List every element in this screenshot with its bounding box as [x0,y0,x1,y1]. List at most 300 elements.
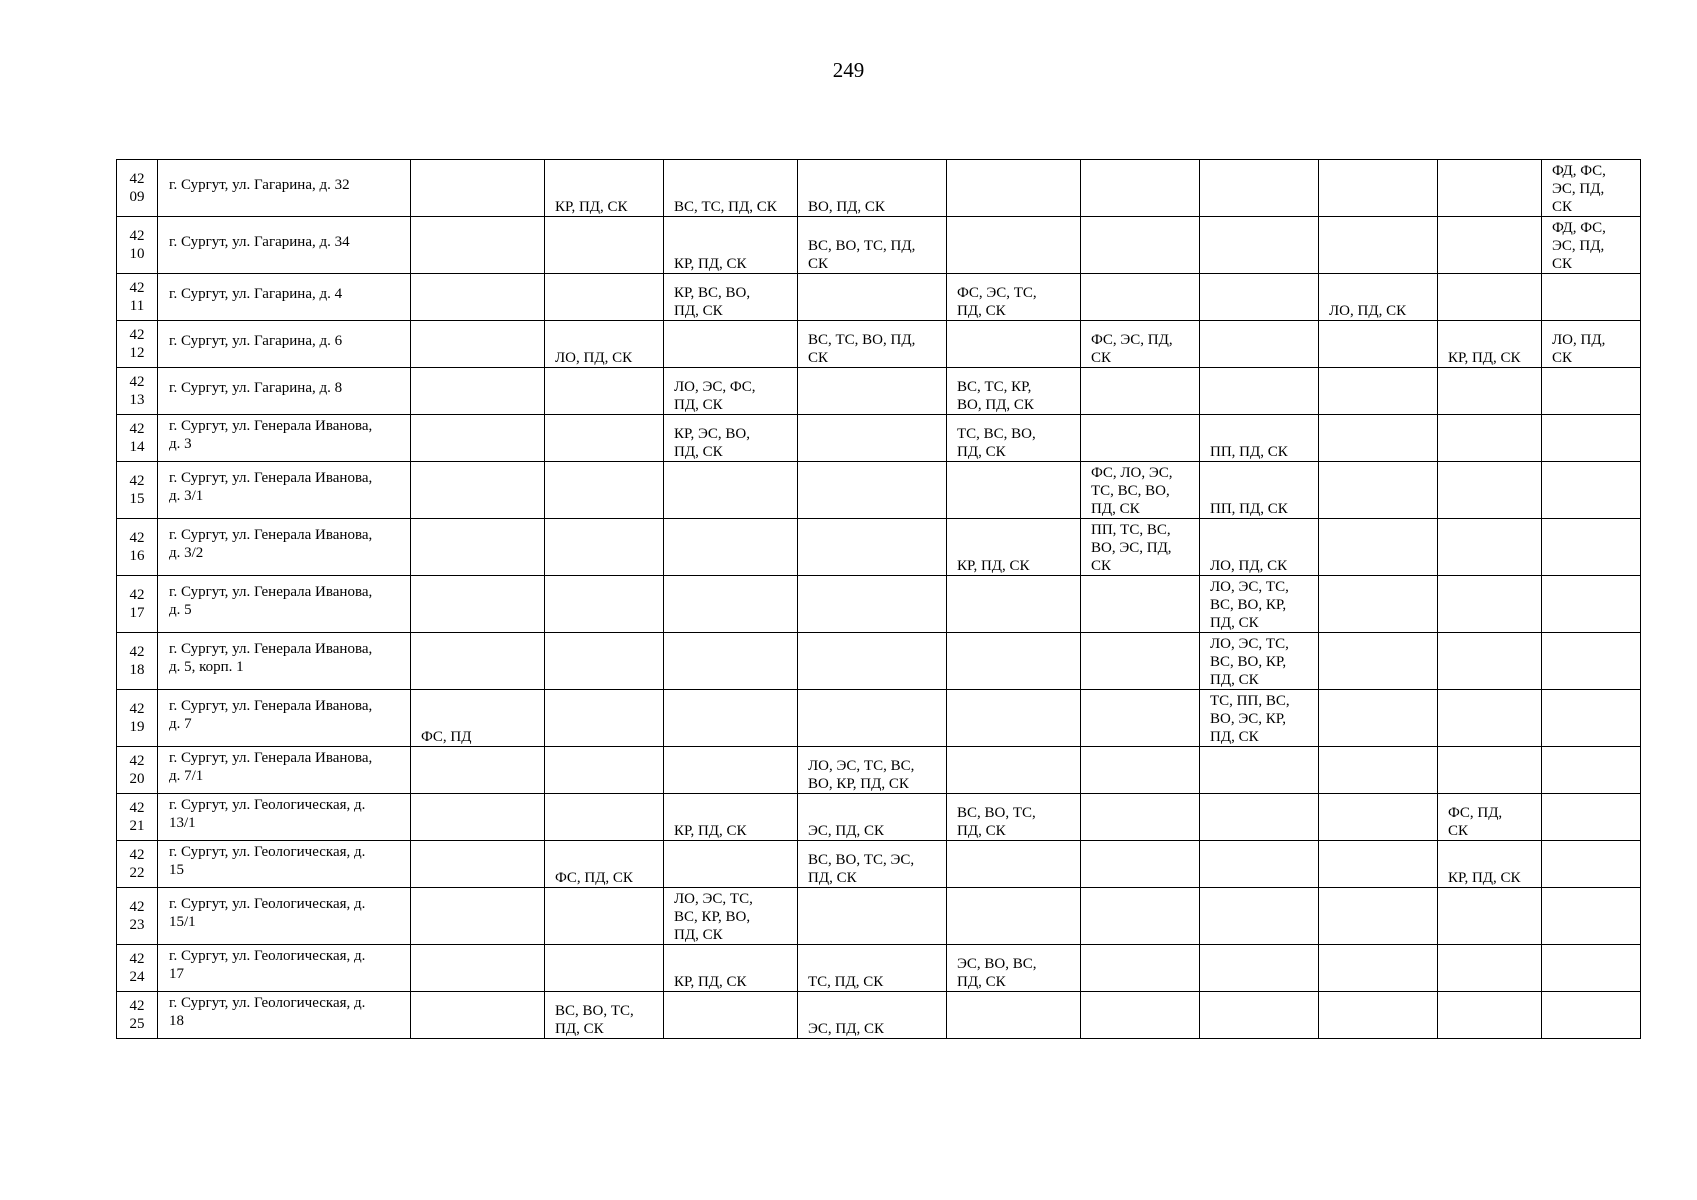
work-types-cell [1438,321,1542,368]
work-types-cell [1438,633,1542,690]
work-types-text: КР, ПД, СК [674,256,747,272]
address-cell [158,633,411,690]
address-cell [158,888,411,945]
work-types-text: ЛО, ЭС, ФС, ПД, СК [674,379,756,413]
work-types-cell [1319,321,1438,368]
work-types-cell [1319,217,1438,274]
address-text: г. Сургут, ул. Генерала Иванова, д. 7 [169,698,373,732]
address-text: г. Сургут, ул. Гагарина, д. 34 [169,234,350,250]
work-types-cell [1200,841,1319,888]
work-types-cell [545,576,664,633]
work-types-text: ВС, ТС, ПД, СК [674,199,777,215]
work-types-cell [664,841,798,888]
address-cell [158,321,411,368]
table-row [117,576,1641,633]
row-number [117,519,158,576]
work-types-cell [947,368,1081,415]
work-types-text: ЭС, ВО, ВС, ПД, СК [957,956,1037,990]
work-types-cell [545,217,664,274]
address-cell [158,576,411,633]
row-number [117,415,158,462]
address-text: г. Сургут, ул. Геологическая, д. 18 [169,995,366,1029]
work-types-cell [1542,415,1641,462]
row-number-text: 42 16 [129,530,145,564]
work-types-cell [545,633,664,690]
work-types-cell [1438,217,1542,274]
work-types-text: ВС, ТС, ВО, ПД, СК [808,332,916,366]
work-types-cell [545,945,664,992]
work-types-cell [798,992,947,1039]
row-number [117,462,158,519]
work-types-cell [1081,462,1200,519]
work-types-cell [1200,576,1319,633]
work-types-text: ЛО, ЭС, ТС, ВС, ВО, КР, ПД, СК [1210,579,1289,631]
work-types-cell [1542,690,1641,747]
table-row [117,690,1641,747]
work-types-cell [664,321,798,368]
work-types-cell [411,576,545,633]
work-types-text: ПП, ПД, СК [1210,501,1288,517]
address-text: г. Сургут, ул. Геологическая, д. 17 [169,948,366,982]
work-types-cell [411,945,545,992]
work-types-cell [1081,747,1200,794]
work-types-cell [798,519,947,576]
work-types-cell [1542,992,1641,1039]
row-number [117,992,158,1039]
work-types-cell [1200,633,1319,690]
work-types-cell [411,992,545,1039]
table-row [117,274,1641,321]
work-types-cell [664,992,798,1039]
work-types-cell [947,415,1081,462]
work-types-cell [545,747,664,794]
work-types-cell [664,519,798,576]
address-text: г. Сургут, ул. Гагарина, д. 4 [169,286,343,302]
address-text: г. Сургут, ул. Генерала Иванова, д. 3/2 [169,527,373,561]
work-types-cell [1542,841,1641,888]
work-types-text: ВО, ПД, СК [808,199,885,215]
address-cell [158,519,411,576]
address-cell [158,462,411,519]
work-types-cell [1081,690,1200,747]
row-number [117,690,158,747]
work-types-cell [798,945,947,992]
work-types-cell [947,945,1081,992]
work-types-text: КР, ПД, СК [1448,350,1521,366]
work-types-cell [545,160,664,217]
row-number [117,368,158,415]
work-types-cell [798,462,947,519]
address-cell [158,160,411,217]
row-number-text: 42 15 [129,473,145,507]
work-types-text: ВС, ВО, ТС, ПД, СК [957,805,1036,839]
work-types-cell [798,690,947,747]
work-types-cell [664,462,798,519]
address-cell [158,945,411,992]
work-types-cell [1200,321,1319,368]
row-number-text: 42 21 [129,800,145,834]
work-types-cell [798,321,947,368]
row-number [117,274,158,321]
work-types-cell [1319,945,1438,992]
work-types-cell [1200,462,1319,519]
work-types-cell [664,160,798,217]
work-types-text: КР, ПД, СК [1448,870,1521,886]
work-types-cell [1081,841,1200,888]
address-text: г. Сургут, ул. Генерала Иванова, д. 3/1 [169,470,373,504]
work-types-cell [1542,747,1641,794]
work-types-cell [545,794,664,841]
work-types-cell [1081,321,1200,368]
work-types-cell [664,794,798,841]
work-types-text: ЭС, ПД, СК [808,1021,884,1037]
work-types-cell [1081,415,1200,462]
work-types-cell [798,794,947,841]
work-types-cell [1319,274,1438,321]
work-types-cell [411,368,545,415]
work-types-cell [947,321,1081,368]
work-types-cell [1542,888,1641,945]
row-number [117,633,158,690]
work-types-cell [664,217,798,274]
work-types-cell [1319,992,1438,1039]
row-number-text: 42 11 [129,280,145,314]
work-types-cell [947,690,1081,747]
work-types-cell [1542,321,1641,368]
address-text: г. Сургут, ул. Геологическая, д. 13/1 [169,797,366,831]
work-types-text: ФД, ФС, ЭС, ПД, СК [1552,220,1606,272]
row-number-text: 42 17 [129,587,145,621]
work-types-cell [1200,160,1319,217]
work-types-cell [1438,576,1542,633]
work-types-cell [1542,462,1641,519]
work-types-cell [1200,794,1319,841]
work-types-cell [947,747,1081,794]
work-types-text: ВС, ВО, ТС, ЭС, ПД, СК [808,852,915,886]
row-number-text: 42 14 [129,421,145,455]
address-text: г. Сургут, ул. Генерала Иванова, д. 5, корп. 1 [169,641,373,675]
address-cell [158,992,411,1039]
work-types-cell [1319,794,1438,841]
work-types-cell [411,274,545,321]
table-row [117,415,1641,462]
work-types-cell [798,888,947,945]
work-types-cell [1438,462,1542,519]
work-types-cell [664,633,798,690]
row-number [117,747,158,794]
work-types-cell [1542,945,1641,992]
work-types-cell [1200,888,1319,945]
work-types-text: ПП, ПД, СК [1210,444,1288,460]
table-row [117,321,1641,368]
row-number [117,576,158,633]
table-row [117,888,1641,945]
work-types-cell [1542,368,1641,415]
work-types-cell [1438,519,1542,576]
work-types-cell [1200,415,1319,462]
work-types-text: ЛО, ПД, СК [1552,332,1606,366]
row-number [117,217,158,274]
work-types-text: ТС, ПД, СК [808,974,884,990]
work-types-cell [1438,160,1542,217]
row-number [117,888,158,945]
work-types-cell [947,462,1081,519]
row-number [117,321,158,368]
work-types-text: ТС, ВС, ВО, ПД, СК [957,426,1036,460]
work-types-cell [1438,992,1542,1039]
work-types-cell [411,794,545,841]
work-types-cell [1081,217,1200,274]
row-number-text: 42 20 [129,753,145,787]
row-number-text: 42 25 [129,998,145,1032]
address-text: г. Сургут, ул. Гагарина, д. 32 [169,177,350,193]
address-cell [158,368,411,415]
work-types-cell [411,217,545,274]
work-types-text: ФД, ФС, ЭС, ПД, СК [1552,163,1606,215]
work-types-cell [1081,160,1200,217]
work-types-cell [1200,519,1319,576]
address-cell [158,690,411,747]
work-types-cell [1438,690,1542,747]
work-types-cell [1542,274,1641,321]
work-types-cell [1319,841,1438,888]
work-types-cell [947,519,1081,576]
work-types-cell [1542,794,1641,841]
work-types-cell [664,576,798,633]
work-types-cell [545,888,664,945]
work-types-text: ФС, ПД [421,729,472,745]
row-number-text: 42 13 [129,374,145,408]
work-types-cell [545,274,664,321]
work-types-cell [947,992,1081,1039]
row-number-text: 42 22 [129,847,145,881]
work-types-cell [1438,274,1542,321]
work-types-cell [1200,747,1319,794]
work-types-text: ЭС, ПД, СК [808,823,884,839]
work-types-cell [1200,945,1319,992]
work-types-cell [1081,576,1200,633]
work-types-cell [664,415,798,462]
work-types-cell [1319,633,1438,690]
work-types-cell [1438,841,1542,888]
work-types-cell [545,841,664,888]
work-types-text: КР, ПД, СК [957,558,1030,574]
address-cell [158,274,411,321]
work-types-text: КР, ВС, ВО, ПД, СК [674,285,751,319]
work-types-cell [798,841,947,888]
work-types-cell [1438,415,1542,462]
work-types-cell [798,576,947,633]
work-types-cell [947,274,1081,321]
table-row [117,519,1641,576]
row-number-text: 42 10 [129,228,145,262]
work-types-cell [1438,747,1542,794]
row-number-text: 42 24 [129,951,145,985]
work-types-text: ФС, ЭС, ТС, ПД, СК [957,285,1037,319]
work-types-cell [798,368,947,415]
row-number [117,945,158,992]
work-types-cell [664,368,798,415]
table-row [117,217,1641,274]
work-types-cell [545,690,664,747]
work-types-cell [545,462,664,519]
work-types-cell [947,217,1081,274]
work-types-cell [1200,217,1319,274]
table-row [117,368,1641,415]
table-row [117,945,1641,992]
row-number [117,160,158,217]
work-types-cell [798,415,947,462]
work-types-cell [664,747,798,794]
table-row [117,160,1641,217]
work-types-text: КР, ПД, СК [555,199,628,215]
work-types-cell [1319,415,1438,462]
work-types-cell [411,633,545,690]
address-cell [158,841,411,888]
work-types-text: ЛО, ПД, СК [1329,303,1407,319]
repair-schedule-table [116,159,1641,1039]
address-text: г. Сургут, ул. Гагарина, д. 8 [169,380,343,396]
work-types-cell [1319,160,1438,217]
work-types-cell [798,160,947,217]
work-types-cell [798,274,947,321]
work-types-text: ТС, ПП, ВС, ВО, ЭС, КР, ПД, СК [1210,693,1290,745]
address-cell [158,415,411,462]
page-number: 249 [832,58,865,82]
address-text: г. Сургут, ул. Генерала Иванова, д. 3 [169,418,373,452]
work-types-text: ЛО, ПД, СК [555,350,633,366]
work-types-cell [411,841,545,888]
row-number-text: 42 18 [129,644,145,678]
work-types-cell [798,747,947,794]
row-number-text: 42 19 [129,701,145,735]
work-types-cell [1438,794,1542,841]
work-types-text: ЛО, ЭС, ТС, ВС, ВО, КР, ПД, СК [808,758,915,792]
work-types-text: ВС, ТС, КР, ВО, ПД, СК [957,379,1034,413]
work-types-cell [664,690,798,747]
work-types-cell [664,945,798,992]
work-types-cell [411,519,545,576]
work-types-cell [1319,519,1438,576]
work-types-cell [947,633,1081,690]
work-types-text: ФС, ЭС, ПД, СК [1091,332,1173,366]
work-types-cell [411,747,545,794]
work-types-cell [1542,160,1641,217]
work-types-cell [947,160,1081,217]
work-types-cell [545,321,664,368]
work-types-cell [947,841,1081,888]
address-cell [158,747,411,794]
row-number-text: 42 12 [129,327,145,361]
work-types-cell [1081,368,1200,415]
table-row [117,747,1641,794]
work-types-cell [1319,747,1438,794]
work-types-cell [1081,945,1200,992]
work-types-text: ФС, ЛО, ЭС, ТС, ВС, ВО, ПД, СК [1091,465,1173,517]
table-row [117,794,1641,841]
table-row [117,462,1641,519]
work-types-cell [411,415,545,462]
table-row [117,633,1641,690]
work-types-cell [1542,633,1641,690]
address-text: г. Сургут, ул. Геологическая, д. 15 [169,844,366,878]
address-cell [158,794,411,841]
work-types-cell [1319,576,1438,633]
row-number [117,794,158,841]
work-types-cell [947,794,1081,841]
work-types-cell [1200,992,1319,1039]
work-types-text: ПП, ТС, ВС, ВО, ЭС, ПД, СК [1091,522,1172,574]
work-types-cell [1319,368,1438,415]
table-row [117,992,1641,1039]
work-types-cell [545,415,664,462]
work-types-cell [1542,576,1641,633]
work-types-cell [411,690,545,747]
address-text: г. Сургут, ул. Генерала Иванова, д. 5 [169,584,373,618]
work-types-cell [947,888,1081,945]
work-types-cell [1200,690,1319,747]
work-types-cell [1438,368,1542,415]
work-types-cell [798,217,947,274]
work-types-cell [1438,888,1542,945]
address-text: г. Сургут, ул. Геологическая, д. 15/1 [169,896,366,930]
work-types-cell [1438,945,1542,992]
work-types-cell [1081,888,1200,945]
work-types-text: ФС, ПД, СК [555,870,633,886]
work-types-cell [411,321,545,368]
work-types-cell [545,368,664,415]
work-types-cell [664,888,798,945]
work-types-cell [1081,992,1200,1039]
table-body [117,160,1641,1039]
row-number [117,841,158,888]
work-types-text: ЛО, ЭС, ТС, ВС, КР, ВО, ПД, СК [674,891,753,943]
work-types-text: ЛО, ЭС, ТС, ВС, ВО, КР, ПД, СК [1210,636,1289,688]
work-types-cell [411,160,545,217]
work-types-cell [411,888,545,945]
work-types-cell [1081,794,1200,841]
work-types-cell [798,633,947,690]
work-types-cell [1319,690,1438,747]
work-types-cell [1319,462,1438,519]
work-types-text: ЛО, ПД, СК [1210,558,1288,574]
address-text: г. Сургут, ул. Гагарина, д. 6 [169,333,343,349]
work-types-text: ВС, ВО, ТС, ПД, СК [555,1003,634,1037]
work-types-cell [1200,274,1319,321]
work-types-cell [545,992,664,1039]
work-types-cell [1542,519,1641,576]
work-types-text: КР, ЭС, ВО, ПД, СК [674,426,750,460]
work-types-cell [1081,519,1200,576]
work-types-text: ВС, ВО, ТС, ПД, СК [808,238,916,272]
address-text: г. Сургут, ул. Генерала Иванова, д. 7/1 [169,750,373,784]
work-types-cell [545,519,664,576]
work-types-cell [411,462,545,519]
table-row [117,841,1641,888]
work-types-cell [1542,217,1641,274]
row-number-text: 42 23 [129,899,145,933]
work-types-cell [664,274,798,321]
row-number-text: 42 09 [129,171,145,205]
work-types-cell [1319,888,1438,945]
work-types-cell [1081,633,1200,690]
work-types-cell [1081,274,1200,321]
work-types-text: ФС, ПД, СК [1448,805,1503,839]
work-types-text: КР, ПД, СК [674,974,747,990]
work-types-text: КР, ПД, СК [674,823,747,839]
address-cell [158,217,411,274]
work-types-cell [947,576,1081,633]
